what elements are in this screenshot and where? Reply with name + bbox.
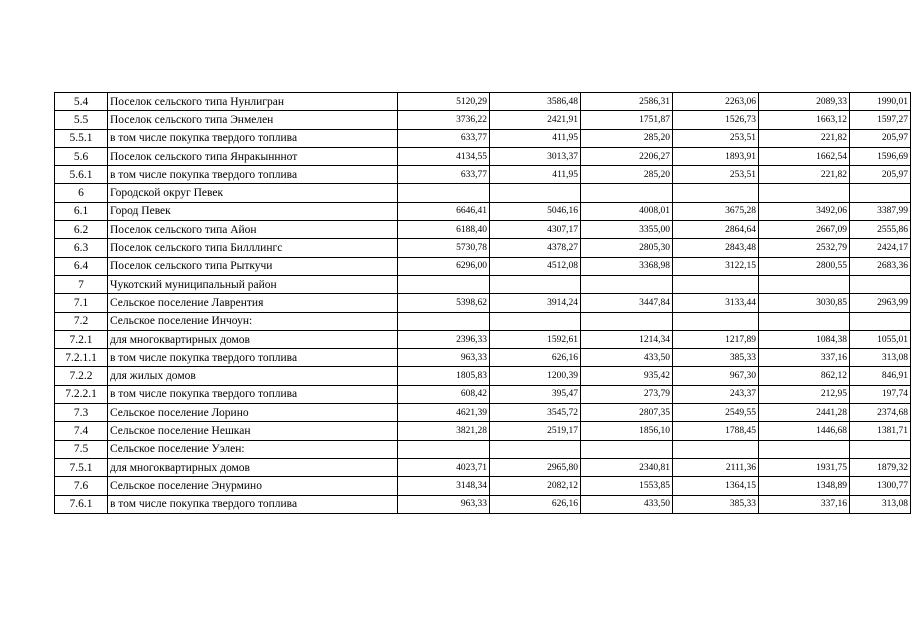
value-cell: 935,42 [581,367,673,385]
value-cell: 285,20 [581,166,673,184]
value-cell: 1805,83 [398,367,490,385]
value-cell: 4621,39 [398,404,490,422]
value-cell: 2519,17 [490,422,581,440]
value-cell: 4134,55 [398,147,490,165]
value-cell [759,184,850,202]
row-code: 7.6 [55,477,108,495]
value-cell: 337,16 [759,349,850,367]
row-name: Сельское поселение Лаврентия [108,294,398,312]
value-cell: 4512,08 [490,257,581,275]
row-name: в том числе покупка твердого топлива [108,166,398,184]
value-cell: 243,37 [673,385,759,403]
value-cell: 1893,91 [673,147,759,165]
value-cell: 2683,36 [850,257,911,275]
value-cell: 3133,44 [673,294,759,312]
value-cell: 221,82 [759,129,850,147]
row-name: Сельское поселение Нешкан [108,422,398,440]
value-cell: 385,33 [673,495,759,513]
row-code: 6.1 [55,202,108,220]
value-cell [490,312,581,330]
table-row [55,275,911,293]
value-cell: 395,47 [490,385,581,403]
tariff-table [54,92,911,514]
value-cell: 197,74 [850,385,911,403]
value-cell: 963,33 [398,495,490,513]
value-cell: 1526,73 [673,111,759,129]
value-cell: 1856,10 [581,422,673,440]
value-cell: 626,16 [490,495,581,513]
value-cell: 1596,69 [850,147,911,165]
table-row [55,202,911,220]
row-name: в том числе покупка твердого топлива [108,495,398,513]
value-cell: 3447,84 [581,294,673,312]
table-row [55,257,911,275]
value-cell: 2111,36 [673,458,759,476]
value-cell [490,275,581,293]
row-code: 7.2 [55,312,108,330]
value-cell: 1931,75 [759,458,850,476]
value-cell: 411,95 [490,129,581,147]
value-cell: 3492,06 [759,202,850,220]
value-cell [759,312,850,330]
value-cell [759,275,850,293]
row-name: Поселок сельского типа Рыткучи [108,257,398,275]
value-cell: 6188,40 [398,221,490,239]
row-name: в том числе покупка твердого топлива [108,385,398,403]
value-cell: 1879,32 [850,458,911,476]
value-cell [581,440,673,458]
table-row [55,330,911,348]
table-row [55,166,911,184]
value-cell: 2263,06 [673,93,759,111]
row-code: 7 [55,275,108,293]
value-cell: 2864,64 [673,221,759,239]
value-cell: 1084,38 [759,330,850,348]
value-cell: 5730,78 [398,239,490,257]
value-cell: 2340,81 [581,458,673,476]
value-cell: 433,50 [581,349,673,367]
value-cell: 633,77 [398,166,490,184]
value-cell: 3122,15 [673,257,759,275]
value-cell: 3675,28 [673,202,759,220]
value-cell: 2089,33 [759,93,850,111]
value-cell: 862,12 [759,367,850,385]
value-cell: 1348,89 [759,477,850,495]
value-cell: 1788,45 [673,422,759,440]
value-cell [581,275,673,293]
row-name: Сельское поселение Уэлен: [108,440,398,458]
value-cell: 3914,24 [490,294,581,312]
row-code: 5.6 [55,147,108,165]
value-cell: 1751,87 [581,111,673,129]
value-cell: 5046,16 [490,202,581,220]
value-cell: 1217,89 [673,330,759,348]
value-cell [673,184,759,202]
value-cell: 967,30 [673,367,759,385]
row-code: 7.4 [55,422,108,440]
value-cell [581,184,673,202]
value-cell: 3013,37 [490,147,581,165]
value-cell: 2667,09 [759,221,850,239]
value-cell: 253,51 [673,129,759,147]
value-cell [850,312,911,330]
row-name: Чукотский муниципальный район [108,275,398,293]
value-cell [673,275,759,293]
value-cell: 4023,71 [398,458,490,476]
value-cell: 846,91 [850,367,911,385]
value-cell: 411,95 [490,166,581,184]
row-code: 7.5.1 [55,458,108,476]
value-cell [490,440,581,458]
value-cell: 212,95 [759,385,850,403]
table-row [55,458,911,476]
value-cell: 253,51 [673,166,759,184]
value-cell: 205,97 [850,166,911,184]
value-cell: 2965,80 [490,458,581,476]
value-cell: 626,16 [490,349,581,367]
row-code: 7.3 [55,404,108,422]
value-cell: 3387,99 [850,202,911,220]
row-name: Поселок сельского типа Нунлигран [108,93,398,111]
value-cell: 3545,72 [490,404,581,422]
table-row [55,367,911,385]
value-cell: 1990,01 [850,93,911,111]
row-code: 7.2.1 [55,330,108,348]
row-name: Сельское поселение Инчоун: [108,312,398,330]
value-cell: 1663,12 [759,111,850,129]
value-cell: 2800,55 [759,257,850,275]
row-name: для многоквартирных домов [108,330,398,348]
row-name: Поселок сельского типа Айон [108,221,398,239]
value-cell: 5120,29 [398,93,490,111]
value-cell: 2805,30 [581,239,673,257]
row-name: Сельское поселение Энурмино [108,477,398,495]
row-code: 7.2.1.1 [55,349,108,367]
value-cell: 2206,27 [581,147,673,165]
value-cell: 385,33 [673,349,759,367]
value-cell: 205,97 [850,129,911,147]
row-code: 7.5 [55,440,108,458]
value-cell: 3586,48 [490,93,581,111]
value-cell: 3355,00 [581,221,673,239]
value-cell: 2424,17 [850,239,911,257]
value-cell: 2549,55 [673,404,759,422]
value-cell: 1592,61 [490,330,581,348]
value-cell: 2807,35 [581,404,673,422]
value-cell: 3148,34 [398,477,490,495]
row-code: 5.5.1 [55,129,108,147]
table-row [55,495,911,513]
value-cell: 1597,27 [850,111,911,129]
row-name: Городской округ Певек [108,184,398,202]
value-cell: 3368,98 [581,257,673,275]
table-row [55,184,911,202]
value-cell: 2843,48 [673,239,759,257]
value-cell: 433,50 [581,495,673,513]
value-cell: 6646,41 [398,202,490,220]
value-cell: 2586,31 [581,93,673,111]
value-cell: 2555,86 [850,221,911,239]
table-row [55,440,911,458]
table-row [55,312,911,330]
table-row [55,111,911,129]
value-cell: 6296,00 [398,257,490,275]
row-code: 5.6.1 [55,166,108,184]
value-cell: 3821,28 [398,422,490,440]
value-cell [673,312,759,330]
value-cell: 1214,34 [581,330,673,348]
value-cell: 2374,68 [850,404,911,422]
row-name: Город Певек [108,202,398,220]
value-cell: 2963,99 [850,294,911,312]
table-row [55,422,911,440]
table-row [55,221,911,239]
value-cell [850,440,911,458]
row-name: Поселок сельского типа Янракынннот [108,147,398,165]
value-cell: 313,08 [850,349,911,367]
table-row [55,294,911,312]
table-row [55,93,911,111]
row-code: 6.2 [55,221,108,239]
value-cell: 1446,68 [759,422,850,440]
value-cell: 3030,85 [759,294,850,312]
value-cell: 1364,15 [673,477,759,495]
row-name: Поселок сельского типа Билллингс [108,239,398,257]
value-cell [398,312,490,330]
value-cell: 285,20 [581,129,673,147]
value-cell [759,440,850,458]
value-cell: 1662,54 [759,147,850,165]
row-code: 6.4 [55,257,108,275]
value-cell [490,184,581,202]
table-row [55,349,911,367]
value-cell [398,275,490,293]
value-cell: 337,16 [759,495,850,513]
value-cell [581,312,673,330]
table-row [55,404,911,422]
row-name: для многоквартирных домов [108,458,398,476]
value-cell: 2421,91 [490,111,581,129]
value-cell: 2396,33 [398,330,490,348]
row-code: 7.2.2.1 [55,385,108,403]
value-cell: 2082,12 [490,477,581,495]
value-cell: 1553,85 [581,477,673,495]
value-cell: 1200,39 [490,367,581,385]
table-row [55,385,911,403]
table-row [55,147,911,165]
row-name: Сельское поселение Лорино [108,404,398,422]
value-cell: 2441,28 [759,404,850,422]
value-cell: 1055,01 [850,330,911,348]
tariff-table-body [55,93,911,514]
table-row [55,129,911,147]
row-name: в том числе покупка твердого топлива [108,349,398,367]
row-name: Поселок сельского типа Энмелен [108,111,398,129]
value-cell: 2532,79 [759,239,850,257]
value-cell: 963,33 [398,349,490,367]
table-row [55,239,911,257]
row-code: 5.4 [55,93,108,111]
value-cell: 5398,62 [398,294,490,312]
value-cell: 313,08 [850,495,911,513]
row-name: для жилых домов [108,367,398,385]
value-cell: 608,42 [398,385,490,403]
value-cell: 4008,01 [581,202,673,220]
value-cell [398,440,490,458]
value-cell: 4307,17 [490,221,581,239]
value-cell [673,440,759,458]
value-cell [850,275,911,293]
value-cell: 273,79 [581,385,673,403]
value-cell [850,184,911,202]
row-code: 7.1 [55,294,108,312]
value-cell: 221,82 [759,166,850,184]
value-cell: 633,77 [398,129,490,147]
value-cell: 4378,27 [490,239,581,257]
table-row [55,477,911,495]
row-code: 7.2.2 [55,367,108,385]
row-code: 6.3 [55,239,108,257]
value-cell: 1300,77 [850,477,911,495]
row-code: 7.6.1 [55,495,108,513]
value-cell [398,184,490,202]
value-cell: 3736,22 [398,111,490,129]
row-name: в том числе покупка твердого топлива [108,129,398,147]
row-code: 5.5 [55,111,108,129]
value-cell: 1381,71 [850,422,911,440]
row-code: 6 [55,184,108,202]
